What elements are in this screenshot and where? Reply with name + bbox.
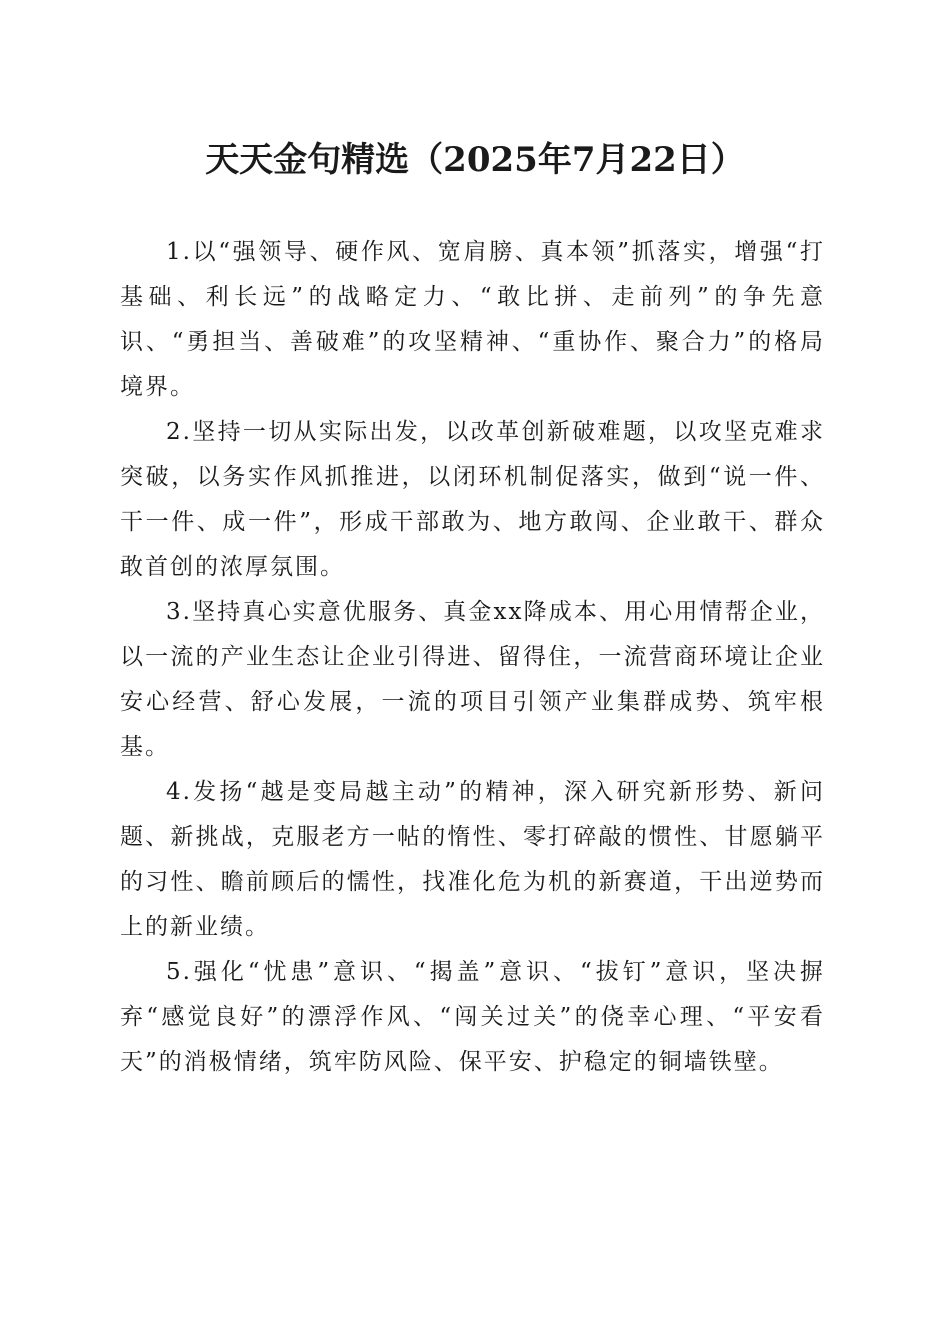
paragraph-1: 1.以“强领导、硬作风、宽肩膀、真本领”抓落实，增强“打基础、利长远”的战略定力、“敢比拼、走前列”的争先意识、“勇担当、善破难”的攻坚精神、“重协作、聚合力”的格局境界。 xyxy=(120,239,825,400)
paragraph-2: 2.坚持一切从实际出发，以改革创新破难题，以攻坚克难求突破，以务实作风抓推进，以闭环机制促落实，做到“说一件、干一件、成一件”，形成干部敢为、地方敢闯、企业敢干、群众敢首创的浓厚氛围。 xyxy=(120,419,825,580)
paragraph-5: 5.强化“忧患”意识、“揭盖”意识、“拔钉”意识，坚决摒弃“感觉良好”的漂浮作风、“闯关过关”的侥幸心理、“平安看天”的消极情绪，筑牢防风险、保平安、护稳定的铜墙铁壁。 xyxy=(120,959,825,1075)
document-title: 天天金句精选（2025年7月22日） xyxy=(205,140,745,180)
document-body xyxy=(120,230,825,1085)
paragraph-3: 3.坚持真心实意优服务、真金xx降成本、用心用情帮企业，以一流的产业生态让企业引得进、留得住，一流营商环境让企业安心经营、舒心发展，一流的项目引领产业集群成势、筑牢根基。 xyxy=(120,599,825,760)
paragraph-4: 4.发扬“越是变局越主动”的精神，深入研究新形势、新问题、新挑战，克服老方一帖的惰性、零打碎敲的惯性、甘愿躺平的习性、瞻前顾后的懦性，找准化危为机的新赛道，干出逆势而上的新业绩。 xyxy=(120,779,825,940)
